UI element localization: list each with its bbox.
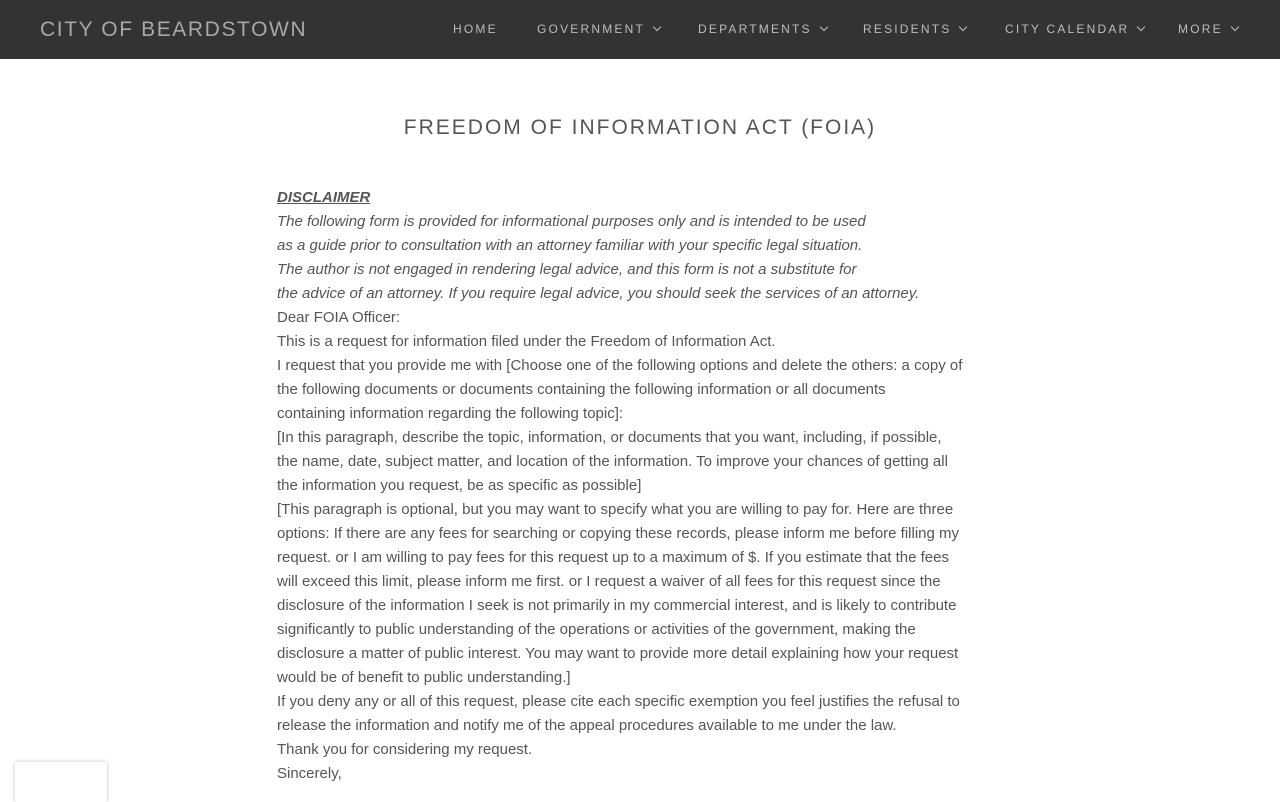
nav-home-label: HOME	[453, 22, 498, 36]
nav-more[interactable]	[1178, 0, 1238, 59]
chevron-down-icon	[959, 23, 967, 31]
chevron-down-icon	[653, 23, 661, 31]
nav-city-calendar[interactable]	[1005, 0, 1144, 59]
body-line: significantly to public understanding of the operations or activities of the government, making the	[277, 621, 916, 638]
page-title: FREEDOM OF INFORMATION ACT (FOIA)	[403, 116, 877, 139]
chevron-down-icon	[1137, 23, 1145, 31]
top-navbar	[0, 0, 1280, 59]
floating-widget[interactable]	[15, 762, 107, 802]
body-line: Sincerely,	[277, 765, 342, 782]
body-line: release the information and notify me of the appeal procedures available to me under the law.	[277, 717, 897, 734]
disclaimer-heading: DISCLAIMER	[277, 189, 371, 206]
body-line: will exceed this limit, please inform me first. or I request a waiver of all fees for this request since the	[277, 573, 941, 590]
body-line: If you deny any or all of this request, please cite each specific exemption you feel justifies the refusal to	[277, 693, 960, 710]
nav-more-label: MORE	[1178, 22, 1223, 36]
site-title[interactable]: CITY OF BEARDSTOWN	[40, 18, 308, 41]
disclaimer-line: the advice of an attorney. If you require legal advice, you should seek the services of an attorney.	[277, 285, 920, 302]
chevron-down-icon	[820, 23, 828, 31]
body-line: disclosure of the information I seek is not primarily in my commercial interest, and is likely to contribute	[277, 597, 957, 614]
body-line: Dear FOIA Officer:	[277, 309, 401, 326]
body-line: the following documents or documents containing the following information or all documents	[277, 381, 886, 398]
disclaimer-line: The following form is provided for informational purposes only and is intended to be used	[277, 213, 866, 230]
disclaimer-line: The author is not engaged in rendering legal advice, and this form is not a substitute for	[277, 261, 857, 278]
body-line: Thank you for considering my request.	[277, 741, 533, 758]
foia-content	[277, 186, 1007, 786]
nav-departments[interactable]	[698, 0, 827, 59]
body-line: I request that you provide me with [Choose one of the following options and delete the others: a copy of	[277, 357, 963, 374]
disclaimer-line: as a guide prior to consultation with an attorney familiar with your specific legal situation.	[277, 237, 863, 254]
chevron-down-icon	[1231, 23, 1239, 31]
nav-departments-label: DEPARTMENTS	[698, 22, 812, 36]
body-line: disclosure a matter of public interest. You may want to provide more detail explaining how your request	[277, 645, 959, 662]
body-line: This is a request for information filed under the Freedom of Information Act.	[277, 333, 776, 350]
nav-government-label: GOVERNMENT	[537, 22, 646, 36]
body-line: [This paragraph is optional, but you may want to specify what you are willing to pay for. Here are three	[277, 501, 954, 518]
nav-city-calendar-label: CITY CALENDAR	[1005, 22, 1130, 36]
body-line: the information you request, be as specific as possible]	[277, 477, 642, 494]
body-line: containing information regarding the following topic]:	[277, 405, 624, 422]
body-line: the name, date, subject matter, and location of the information. To improve your chances of getting all	[277, 453, 948, 470]
nav-residents-label: RESIDENTS	[863, 22, 952, 36]
body-line: options: If there are any fees for searching or copying these records, please inform me before filling my	[277, 525, 960, 542]
body-line: request. or I am willing to pay fees for this request up to a maximum of $. If you estimate that the fees	[277, 549, 949, 566]
nav-home[interactable]	[453, 0, 498, 59]
body-line: would be of benefit to public understanding.]	[277, 669, 571, 686]
body-line: [In this paragraph, describe the topic, information, or documents that you want, including, if possible,	[277, 429, 942, 446]
nav-residents[interactable]	[863, 0, 966, 59]
nav-government[interactable]	[537, 0, 660, 59]
